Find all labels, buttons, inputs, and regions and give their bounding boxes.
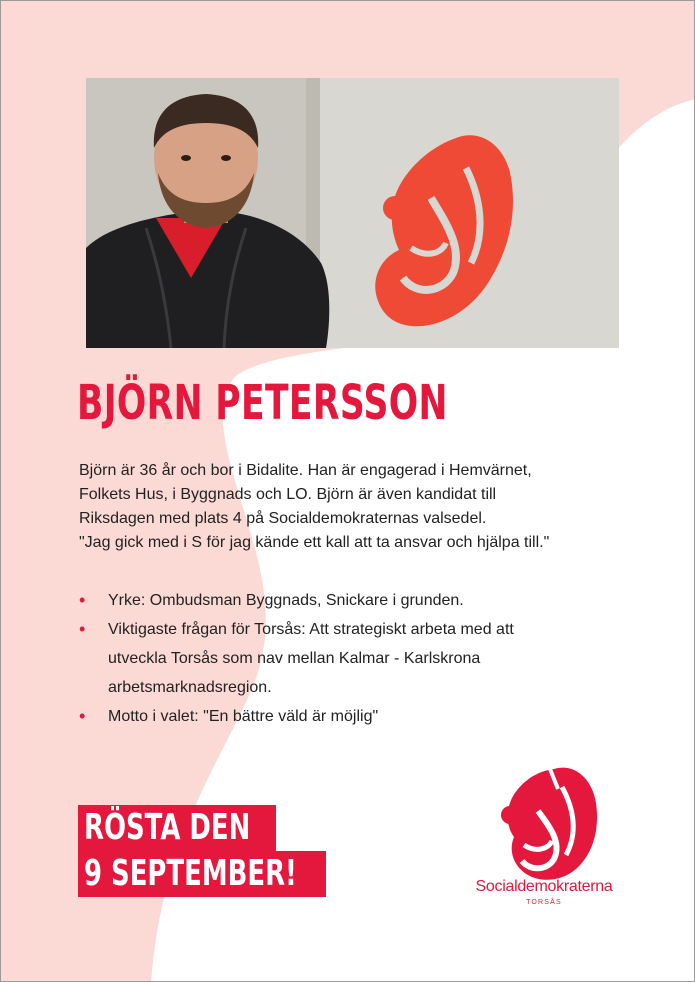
bullet-icon: • — [79, 706, 86, 726]
fact-line: Yrke: Ombudsman Byggnads, Snickare i grunden. — [108, 592, 464, 609]
bullet-icon: • — [79, 590, 86, 610]
bio-line: Björn är 36 år och bor i Bidalite. Han är engagerad i Hemvärnet, — [79, 462, 532, 479]
vote-banner-line-2: 9 SEPTEMBER! — [78, 851, 326, 897]
bio-line: Riksdagen med plats 4 på Socialdemokraternas valsedel. — [79, 510, 487, 527]
bullet-icon: • — [79, 619, 86, 639]
vote-banner-line-1: RÖSTA DEN — [78, 805, 276, 851]
fact-line: Motto i valet: "En bättre väld är möjlig" — [108, 708, 379, 725]
fact-line: arbetsmarknadsregion. — [108, 679, 272, 696]
vote-banner — [78, 805, 326, 897]
candidate-photo — [86, 78, 619, 348]
facts-list — [79, 586, 639, 731]
party-branch: TORSÅS — [526, 899, 562, 906]
fact-line: utveckla Torsås som nav mellan Kalmar - Karlskrona — [108, 650, 481, 667]
bio-line: Folkets Hus, i Byggnads och LO. Björn är även kandidat till — [79, 486, 497, 503]
fact-motto — [79, 702, 639, 731]
fact-line: Viktigaste frågan för Torsås: Att strategiskt arbeta med att — [108, 621, 514, 638]
bio-quote: "Jag gick med i S för jag kände ett kall att ta ansvar och hjälpa till." — [79, 534, 550, 551]
candidate-bio — [79, 459, 659, 555]
party-name: Socialdemokraterna — [475, 878, 613, 895]
candidate-name: BJÖRN PETERSSON — [77, 375, 448, 431]
fact-occupation — [79, 586, 639, 615]
fact-key-issue — [79, 615, 639, 702]
